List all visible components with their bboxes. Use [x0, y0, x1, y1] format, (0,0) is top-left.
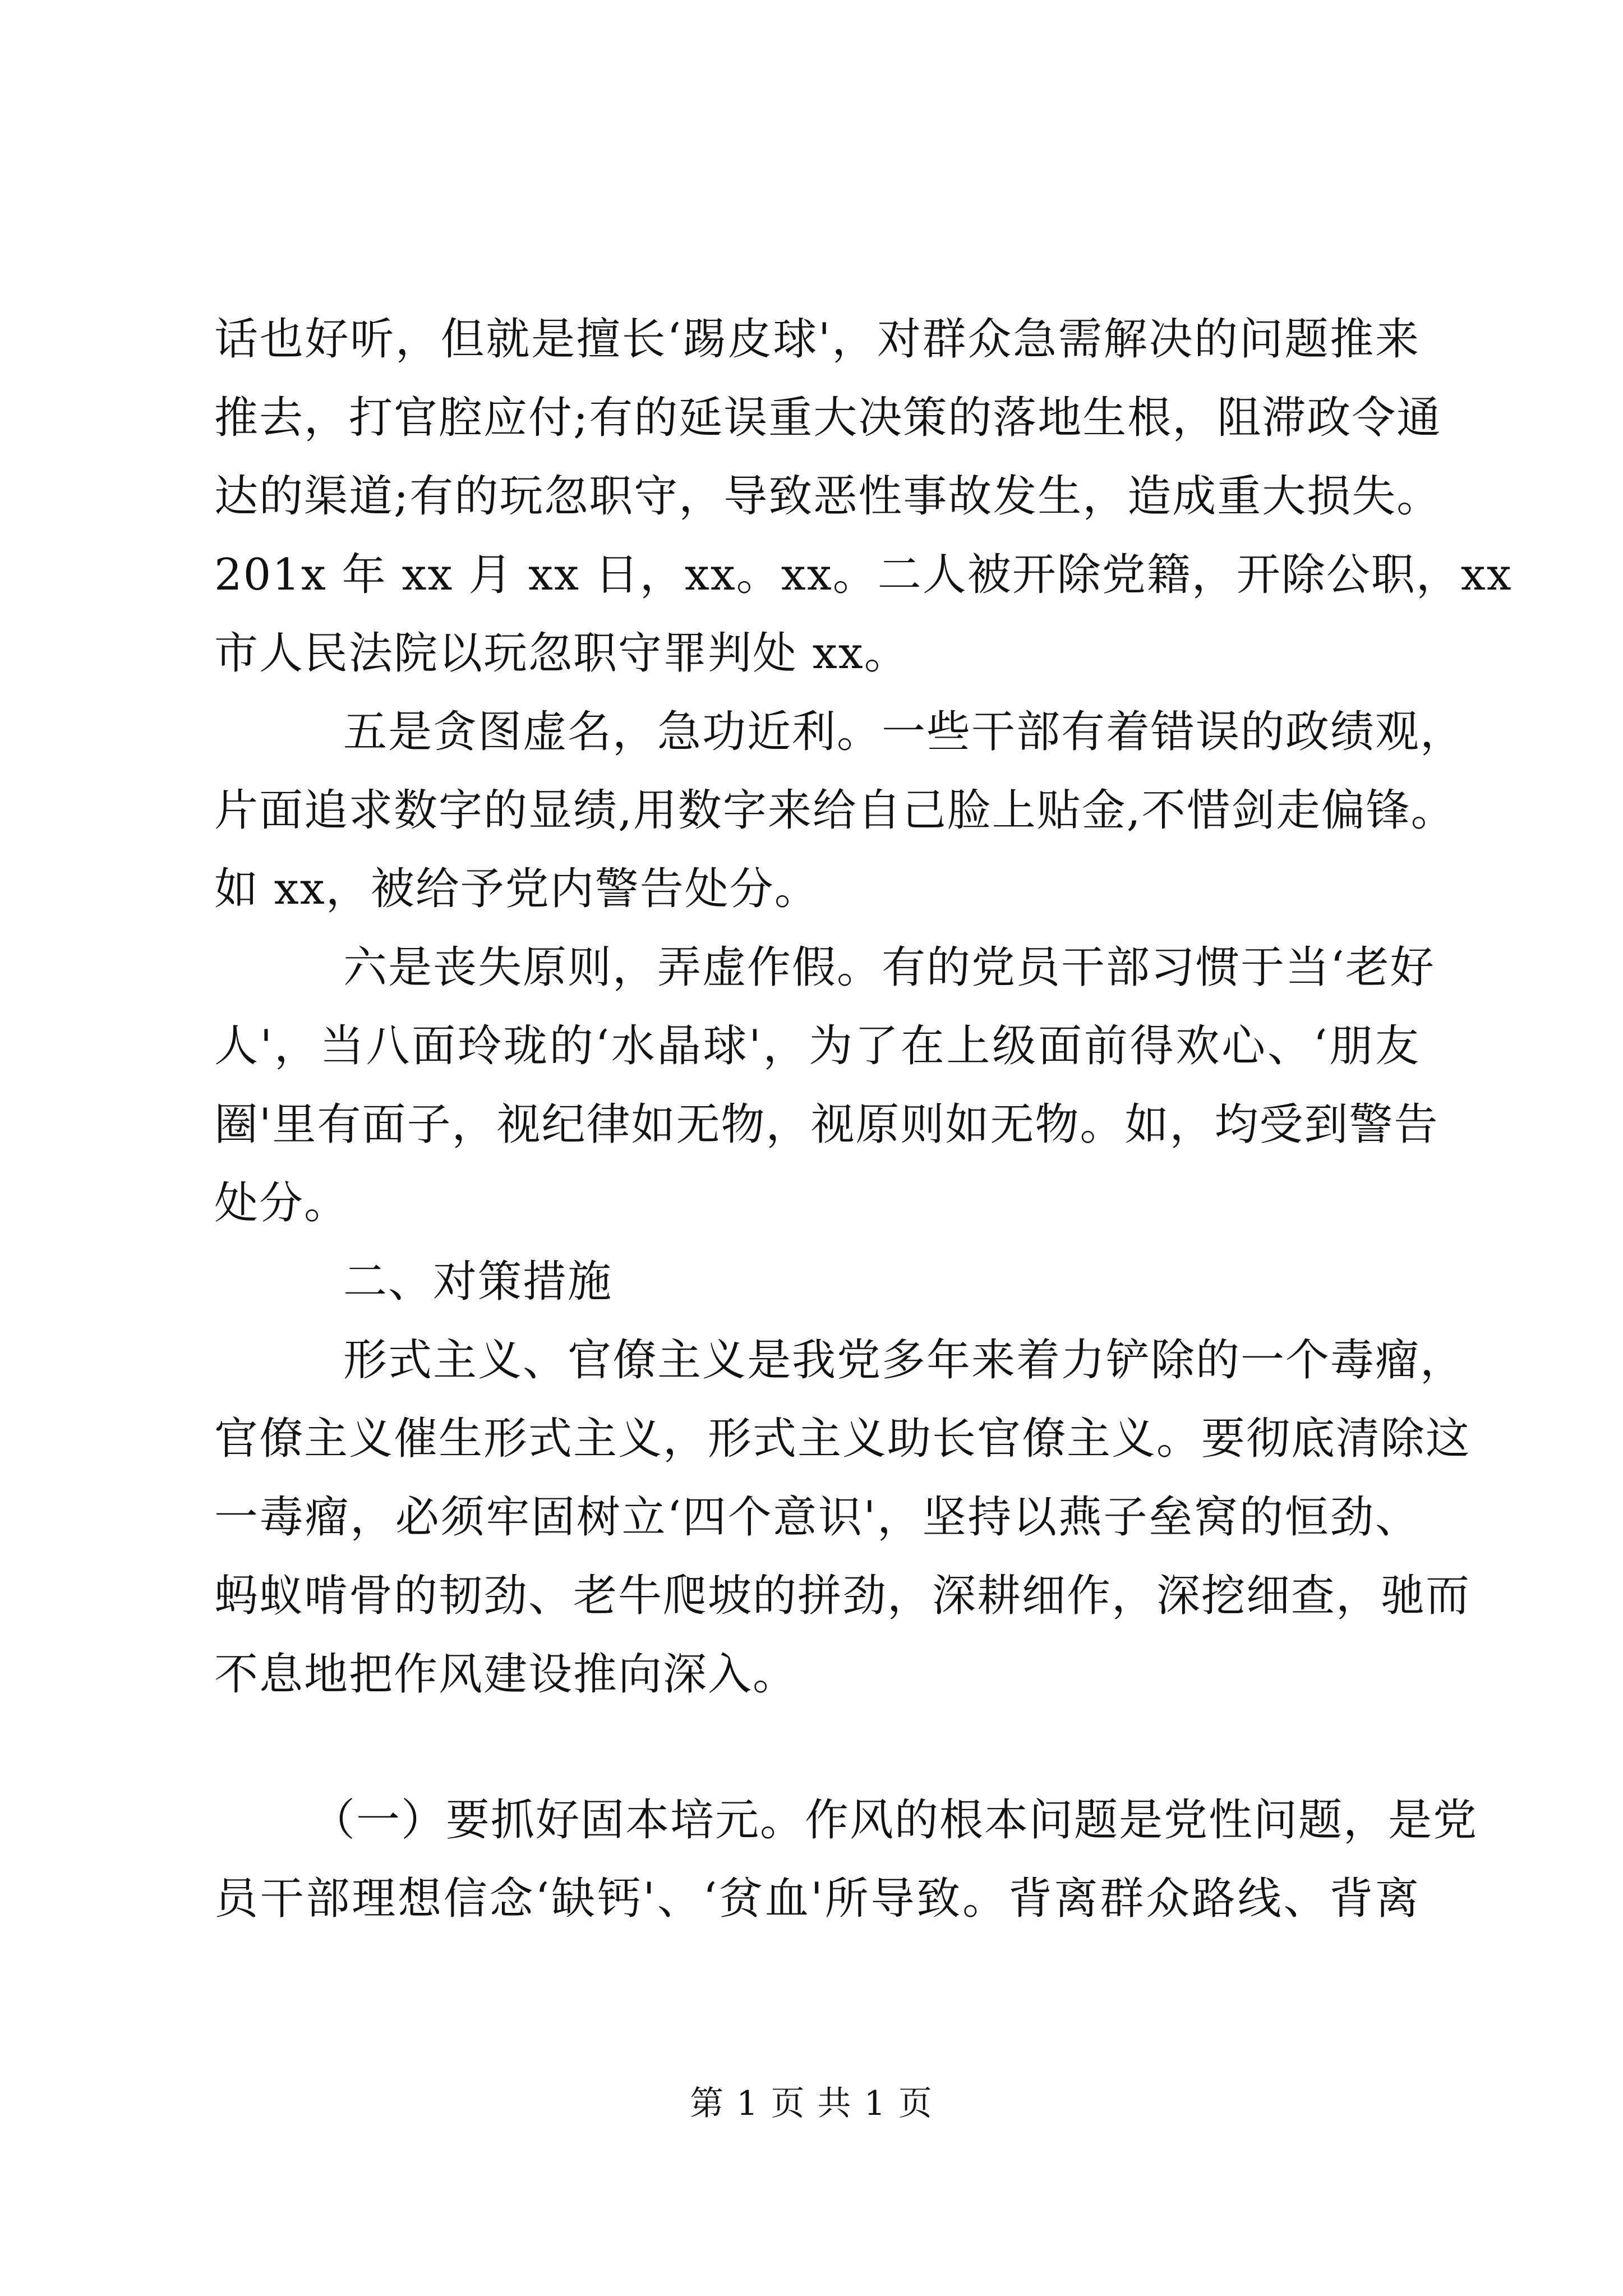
text-line-20: 员干部理想信念‘缺钙'、‘贫血'所导致。背离群众路线、背离	[214, 1874, 1420, 1924]
text-line-6: 五是贪图虚名，急功近利。一些干部有着错误的政绩观，	[343, 707, 1465, 757]
text-line-5: 市人民法院以玩忽职守罪判处 xx。	[214, 628, 909, 679]
text-line-12: 处分。	[214, 1178, 349, 1228]
text-line-17: 蚂蚁啃骨的韧劲、老牛爬坡的拼劲，深耕细作，深挖细查，驰而	[214, 1571, 1471, 1621]
text-line-16: 一毒瘤，必须牢固树立‘四个意识'，坚持以燕子垒窝的恒劲、	[214, 1492, 1420, 1543]
text-line-19: （一）要抓好固本培元。作风的根本问题是党性问题，是党	[311, 1795, 1478, 1846]
page-footer: 第 1 页 共 1 页	[690, 2084, 933, 2123]
text-line-15: 官僚主义催生形式主义，形式主义助长官僚主义。要彻底清除这	[214, 1414, 1471, 1464]
text-line-9: 六是丧失原则，弄虚作假。有的党员干部习惯于当‘老好	[343, 942, 1435, 993]
text-line-3: 达的渠道;有的玩忽职守，导致恶性事故发生，造成重大损失。	[214, 471, 1442, 522]
text-line-18: 不息地把作风建设推向深入。	[214, 1649, 798, 1700]
text-line-14: 形式主义、官僚主义是我党多年来着力铲除的一个毒瘤，	[343, 1335, 1465, 1386]
text-line-1: 话也好听，但就是擅长‘踢皮球'，对群众急需解决的问题推来	[214, 314, 1420, 365]
text-line-11: 圈'里有面子，视纪律如无物，视原则如无物。如，均受到警告	[214, 1099, 1439, 1150]
text-line-7: 片面追求数字的显绩,用数字来给自己脸上贴金,不惜剑走偏锋。	[214, 785, 1456, 836]
text-line-4: 201x 年 xx 月 xx 日，xx。xx。二人被开除党籍，开除公职，xx	[214, 550, 1513, 600]
text-line-2: 推去，打官腔应付;有的延误重大决策的落地生根，阻滞政令通	[214, 393, 1442, 443]
text-line-10: 人'，当八面玲珑的‘水晶球'，为了在上级面前得欢心、‘朋友	[214, 1021, 1420, 1071]
text-line-8: 如 xx，被给予党内警告处分。	[214, 864, 819, 914]
section-heading: 二、对策措施	[343, 1257, 613, 1307]
